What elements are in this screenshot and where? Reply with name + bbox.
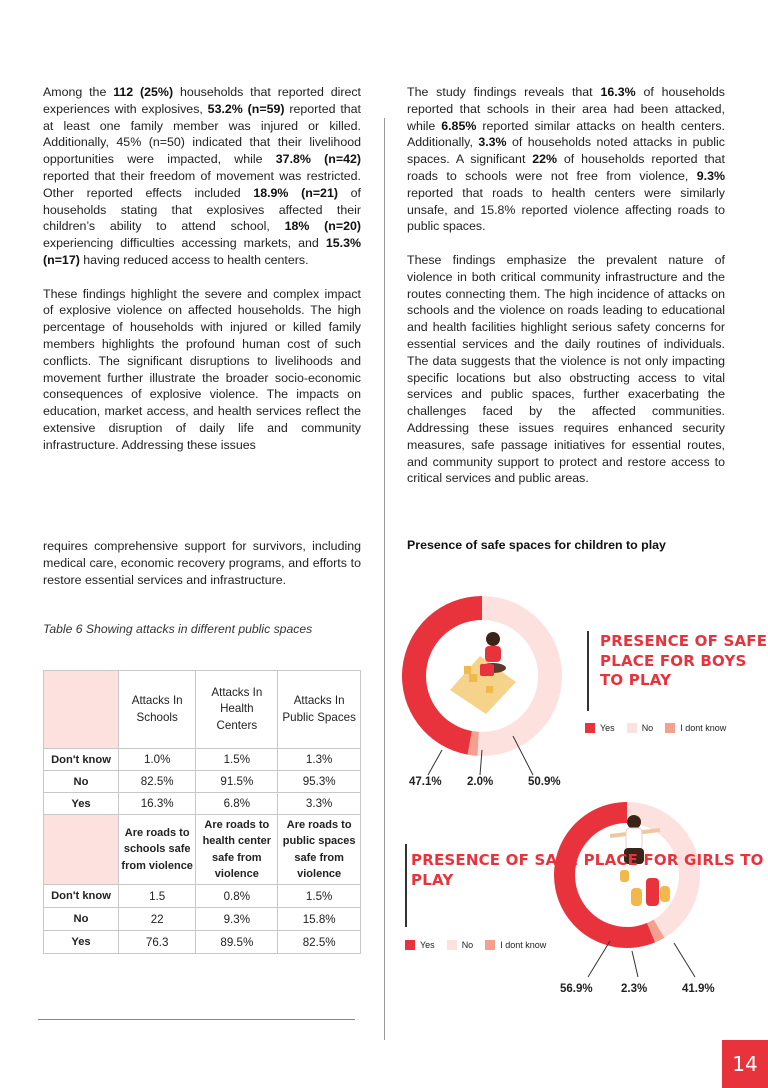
page-number: 14 — [722, 1040, 768, 1088]
table-cell: 6.8% — [196, 793, 278, 815]
legend-label: Yes — [420, 940, 435, 950]
table-header-cell: Attacks In Public Spaces — [278, 671, 361, 749]
boys-label-dont-know: 2.0% — [467, 776, 494, 788]
table-row — [44, 885, 361, 908]
legend-item-dont-know — [485, 940, 546, 950]
row-label: Don't know — [44, 885, 119, 908]
text-run: reported that roads to health centers were similarly unsafe, and 15.8% reported violence affecting roads to public spaces. — [407, 185, 725, 234]
bold-figure: 3.3% — [478, 135, 507, 150]
text-run: The study findings reveals that — [407, 85, 601, 99]
text-run: of households noted attacks in public spaces. A significant — [407, 135, 725, 167]
legend-label: No — [461, 940, 474, 950]
text-run: Among the — [43, 85, 114, 99]
girls-leader-lines — [560, 935, 720, 985]
boys-chart-legend — [585, 723, 738, 733]
row-label: No — [44, 908, 119, 931]
boys-leader-lines — [400, 730, 570, 780]
legend-swatch-no — [447, 940, 457, 950]
leader-line — [588, 941, 610, 977]
table-cell: 91.5% — [196, 771, 278, 793]
bold-figure: 9.3% — [696, 168, 725, 183]
girls-label-dont-know: 2.3% — [621, 983, 648, 995]
table-cell: 76.3 — [119, 931, 196, 954]
table-cell: 9.3% — [196, 908, 278, 931]
table-header-row — [44, 815, 361, 885]
boys-chart-title: PRESENCE OF SAFE PLACE FOR BOYS TO PLAY — [600, 632, 768, 689]
row-label: Yes — [44, 931, 119, 954]
table-cell: 0.8% — [196, 885, 278, 908]
girls-chart-title: PRESENCE OF SAFE PLACE FOR GIRLS TO PLAY — [411, 851, 764, 889]
legend-item-no — [627, 723, 654, 733]
table-cell: 22 — [119, 908, 196, 931]
text-run: reported similar attacks on health centers. Additionally, — [407, 118, 726, 150]
section-subheading: Presence of safe spaces for children to play — [407, 538, 666, 552]
leader-line — [428, 750, 442, 775]
table-cell: 89.5% — [196, 931, 278, 954]
bold-figure: 53.2% (n=59) — [207, 101, 285, 116]
legend-label: I dont know — [680, 723, 727, 733]
table-cell: 1.3% — [278, 749, 361, 771]
table-corner-cell — [44, 671, 119, 749]
boys-label-no: 50.9% — [528, 776, 561, 788]
bold-figure: 18% (n=20) — [284, 219, 361, 234]
leader-line — [674, 943, 695, 977]
table-cell: 1.5 — [119, 885, 196, 908]
table-caption: Table 6 Showing attacks in different public spaces — [43, 622, 313, 636]
text-run: experiencing difficulties accessing markets, and — [43, 236, 326, 251]
leader-line — [513, 736, 533, 775]
table-row — [44, 908, 361, 931]
table-header-cell: Are roads to schools safe from violence — [119, 815, 196, 885]
legend-label: No — [641, 723, 654, 733]
table-row — [44, 749, 361, 771]
leader-line — [632, 951, 638, 977]
bold-figure: 15.3% (n=17) — [43, 236, 361, 267]
text-run: having reduced access to health centers. — [79, 252, 309, 267]
right-paragraph-2: These findings emphasize the prevalent nature of violence in both critical community infrastructure and the routes connecting them. The high incidence of attacks on schools and the violence on roads leading to educational and health facilities highlight serious safety concerns for essential services and the daily routines of individuals. The data suggests that the violence is not only impacting specific locations but also obstructing access to vital services and public spaces, further exacerbating the challenges faced by the affected communities. Addressing these issues requires enhanced security measures, safe passage initiatives for essential routes, and community support to protect and restore access to critical services and public areas. — [407, 252, 725, 486]
bold-figure: 18.9% (n=21) — [253, 185, 338, 200]
table-header-cell: Attacks In Schools — [119, 671, 196, 749]
table-cell: 1.0% — [119, 749, 196, 771]
right-column — [407, 84, 725, 487]
legend-item-no — [447, 940, 474, 950]
left-column — [43, 84, 361, 454]
girls-label-no: 41.9% — [682, 983, 715, 995]
footer-rule — [38, 1019, 355, 1020]
legend-item-yes — [405, 940, 435, 950]
table-row — [44, 931, 361, 954]
legend-swatch-dont-know — [665, 723, 675, 733]
girls-chart-legend — [405, 940, 558, 950]
table-row — [44, 793, 361, 815]
legend-swatch-yes — [585, 723, 595, 733]
legend-label: Yes — [600, 723, 615, 733]
table-header-cell: Are roads to public spaces safe from violence — [278, 815, 361, 885]
row-label: Yes — [44, 793, 119, 815]
boys-label-yes: 47.1% — [409, 776, 442, 788]
left-paragraph-2: These findings highlight the severe and complex impact of explosive violence on affected households. The high percentage of households with injured or killed family members highlights the profound human cost of such conflicts. The significant disruptions to livelihoods and movement further illustrate the broader socio-economic consequences of explosive violence. The impacts on education, market access, and health services reflect the extensive disruption of daily life and community infrastructure. Addressing these issues — [43, 286, 361, 452]
table-cell: 3.3% — [278, 793, 361, 815]
legend-label: I dont know — [500, 940, 547, 950]
bold-figure: 22% — [532, 152, 558, 167]
table-cell: 95.3% — [278, 771, 361, 793]
boys-title-bar — [587, 631, 589, 711]
table-header-cell: Are roads to health center safe from violence — [196, 815, 278, 885]
table-cell: 15.8% — [278, 908, 361, 931]
bold-figure: 112 (25%) — [113, 85, 174, 99]
table-cell: 82.5% — [119, 771, 196, 793]
text-run: of households reported that roads to schools were not free from violence, — [407, 152, 725, 183]
table-header-row — [44, 671, 361, 749]
legend-swatch-dont-know — [485, 940, 495, 950]
table-corner-cell — [44, 815, 119, 885]
row-label: No — [44, 771, 119, 793]
table-cell: 1.5% — [278, 885, 361, 908]
text-run: of households reported that schools in their area had been attacked, while — [407, 85, 725, 133]
attacks-table — [43, 670, 361, 954]
table-cell: 82.5% — [278, 931, 361, 954]
bold-figure: 16.3% — [600, 85, 636, 99]
leader-line — [480, 750, 482, 775]
table-cell: 1.5% — [196, 749, 278, 771]
left-column-continued — [43, 538, 361, 588]
bold-figure: 6.85% — [441, 118, 477, 133]
left-paragraph-1 — [43, 84, 361, 269]
legend-swatch-yes — [405, 940, 415, 950]
bold-figure: 37.8% (n=42) — [275, 152, 362, 167]
table-header-cell: Attacks In Health Centers — [196, 671, 278, 749]
girls-label-yes: 56.9% — [560, 983, 593, 995]
column-divider — [384, 118, 385, 1040]
table-row — [44, 771, 361, 793]
girls-title-bar — [405, 844, 407, 927]
text-run: of households stating that explosives affected their children’s ability to attend school, — [43, 185, 362, 234]
row-label: Don't know — [44, 749, 119, 771]
legend-swatch-no — [627, 723, 637, 733]
table-cell: 16.3% — [119, 793, 196, 815]
right-paragraph-1 — [407, 84, 725, 235]
legend-item-dont-know — [665, 723, 726, 733]
text-run: reported that at least one family member was injured or killed. Additionally, 45% (n=50) indicated that their livelihood opportunities were impacted, while — [43, 101, 362, 167]
legend-item-yes — [585, 723, 615, 733]
left-paragraph-3: requires comprehensive support for survivors, including medical care, economic recovery programs, and efforts to restore essential services and infrastructure. — [43, 539, 361, 587]
text-run: households that reported direct experiences with explosives, — [43, 85, 361, 116]
text-run: reported that their freedom of movement was restricted. Other reported effects included — [43, 168, 361, 200]
